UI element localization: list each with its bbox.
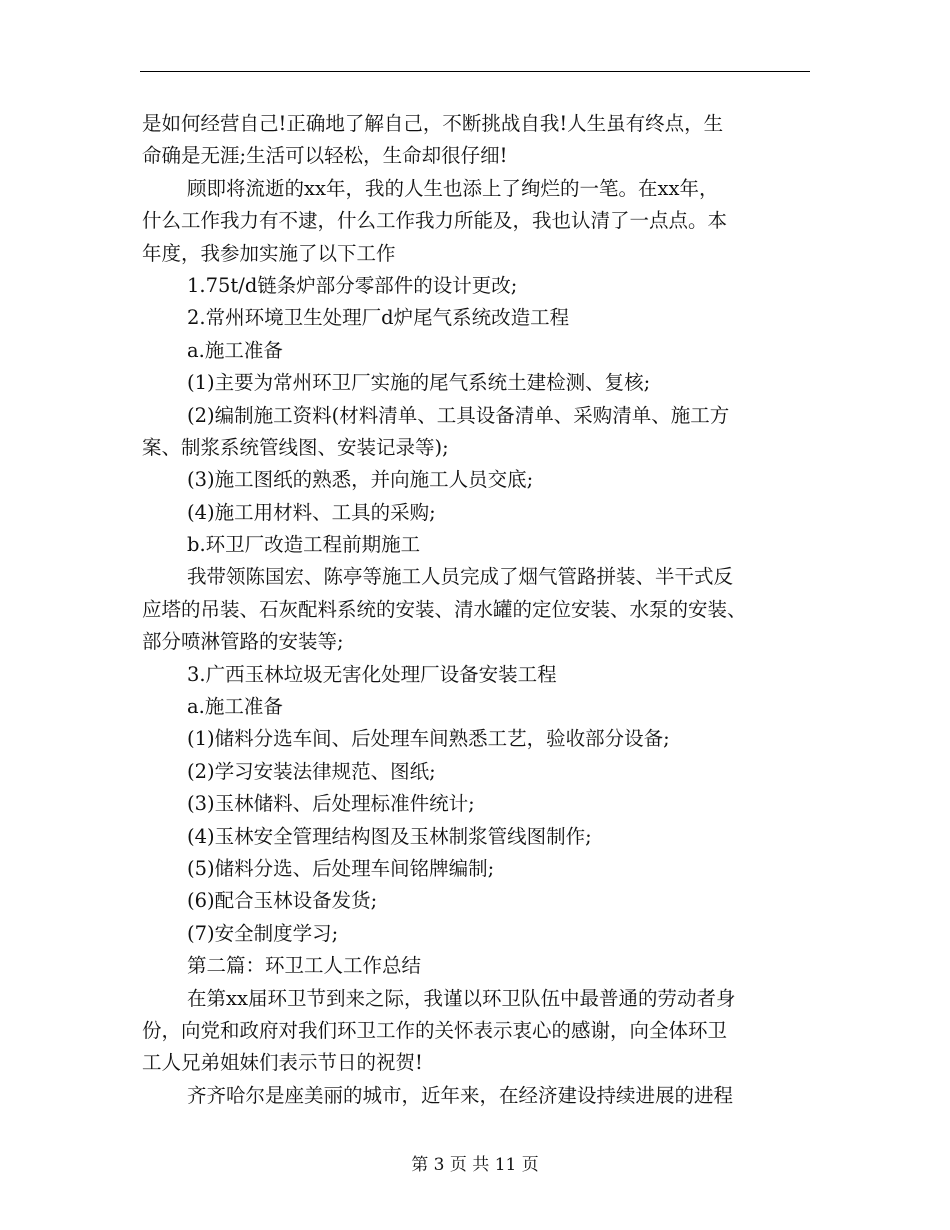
paragraph-start: 顾即将流逝的xx年，我的人生也添上了绚烂的一笔。在xx年， bbox=[187, 176, 719, 200]
sub-heading: a.施工准备 bbox=[187, 695, 283, 719]
text-line: 案、制浆系统管线图、安装记录等); bbox=[142, 435, 449, 459]
list-item: (4)施工用材料、工具的采购; bbox=[187, 500, 436, 524]
list-item: 3.广西玉林垃圾无害化处理厂设备安装工程 bbox=[187, 662, 557, 686]
list-item: (2)学习安装法律规范、图纸; bbox=[187, 759, 436, 783]
section-heading: 第二篇：环卫工人工作总结 bbox=[187, 954, 422, 978]
text-line: 应塔的吊装、石灰配料系统的安装、清水罐的定位安装、水泵的安装、 bbox=[142, 597, 747, 621]
page-footer: 第 3 页 共 11 页 bbox=[411, 1155, 539, 1175]
text-line: 是如何经营自己!正确地了解自己，不断挑战自我!人生虽有终点，生 bbox=[142, 112, 724, 135]
list-item: (5)储料分选、后处理车间铭牌编制; bbox=[187, 856, 495, 880]
text-line: 什么工作我力有不逮，什么工作我力所能及，我也认清了一点点。本 bbox=[142, 209, 728, 233]
text-line: 命确是无涯;生活可以轻松，生命却很仔细! bbox=[142, 144, 508, 168]
header-rule bbox=[140, 71, 810, 72]
document-body bbox=[142, 108, 810, 1112]
paragraph-start: 在第xx届环卫节到来之际，我谨以环卫队伍中最普通的劳动者身 bbox=[187, 986, 736, 1010]
list-item: (4)玉林安全管理结构图及玉林制浆管线图制作; bbox=[187, 824, 592, 848]
text-line: 份，向党和政府对我们环卫工作的关怀表示衷心的感谢，向全体环卫 bbox=[142, 1018, 728, 1042]
list-item: 1.75t/d链条炉部分零部件的设计更改; bbox=[187, 273, 518, 297]
sub-heading: a.施工准备 bbox=[187, 338, 283, 362]
text-line: 部分喷淋管路的安装等; bbox=[142, 630, 344, 654]
list-item: (2)编制施工资料(材料清单、工具设备清单、采购清单、施工方 bbox=[187, 403, 730, 427]
sub-heading: b.环卫厂改造工程前期施工 bbox=[187, 533, 421, 557]
list-item: 2.常州环境卫生处理厂d炉尾气系统改造工程 bbox=[187, 306, 570, 330]
paragraph-start: 我带领陈国宏、陈亭等施工人员完成了烟气管路拼装、半干式反 bbox=[187, 565, 734, 589]
text-line: 年度，我参加实施了以下工作 bbox=[142, 241, 396, 265]
list-item: (7)安全制度学习; bbox=[187, 921, 339, 945]
list-item: (3)施工图纸的熟悉，并向施工人员交底; bbox=[187, 468, 534, 492]
list-item: (1)储料分选车间、后处理车间熟悉工艺，验收部分设备; bbox=[187, 727, 670, 751]
text-line: 工人兄弟姐妹们表示节日的祝贺! bbox=[142, 1051, 423, 1075]
list-item: (6)配合玉林设备发货; bbox=[187, 889, 378, 913]
list-item: (3)玉林储料、后处理标准件统计; bbox=[187, 792, 475, 816]
list-item: (1)主要为常州环卫厂实施的尾气系统土建检测、复核; bbox=[187, 371, 651, 395]
paragraph-start: 齐齐哈尔是座美丽的城市，近年来，在经济建设持续进展的进程 bbox=[187, 1083, 734, 1107]
